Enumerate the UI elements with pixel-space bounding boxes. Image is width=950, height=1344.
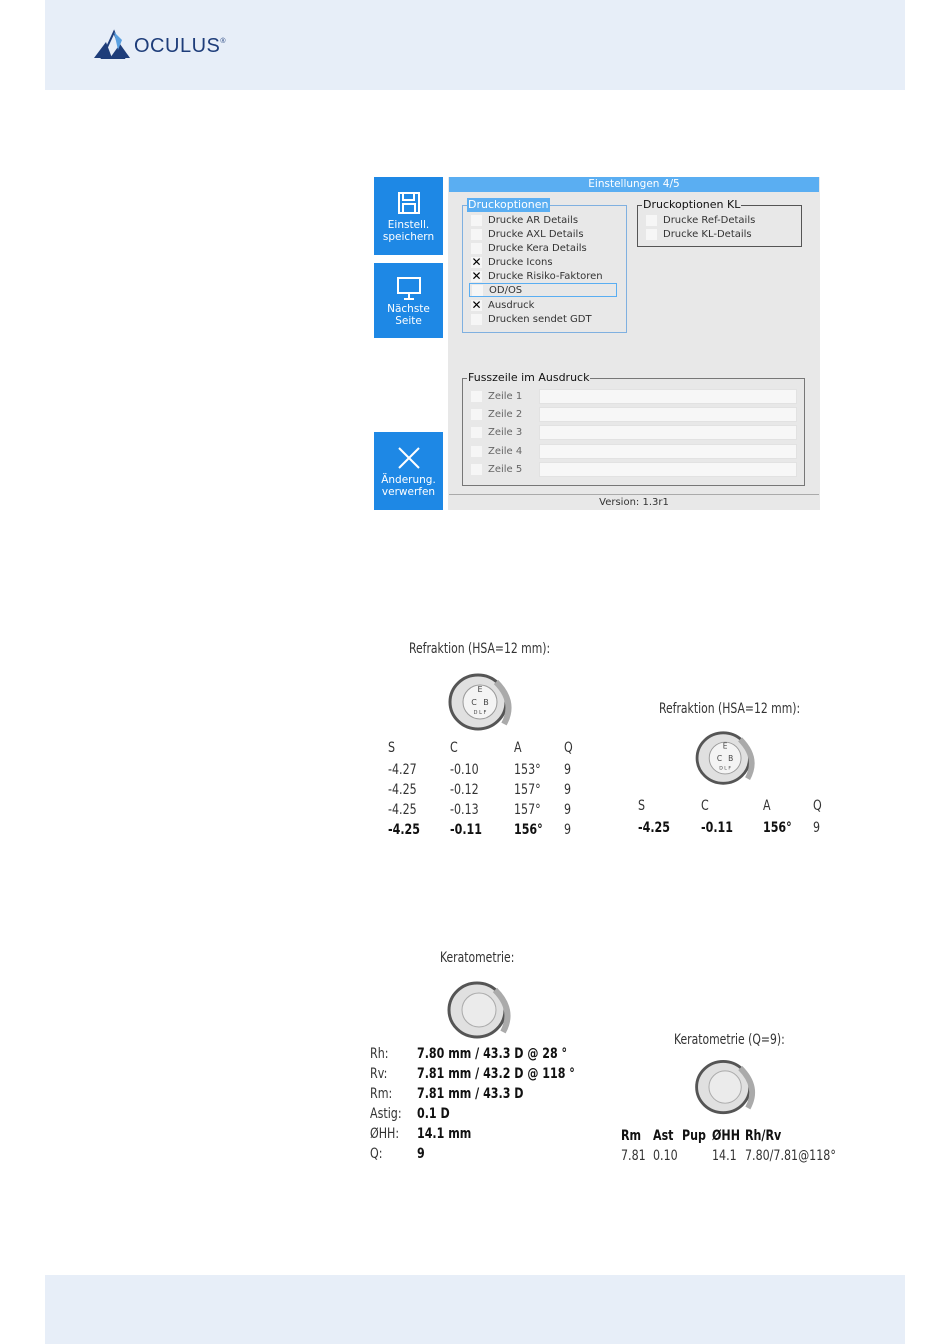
eye-icon bbox=[442, 672, 522, 734]
option-drucke-axl-details[interactable]: Drucke AXL Details bbox=[471, 227, 584, 241]
keratometry-title: Keratometrie: bbox=[440, 950, 515, 966]
header-rm: Rm bbox=[621, 1128, 642, 1144]
header-a: A bbox=[514, 740, 522, 756]
svg-text:D L F: D L F bbox=[473, 710, 487, 716]
next-page-button[interactable] bbox=[374, 263, 443, 338]
header-rh-rv: Rh/Rv bbox=[745, 1128, 782, 1144]
checkbox[interactable] bbox=[471, 243, 482, 254]
settings-screen bbox=[374, 177, 820, 510]
cell: 14.1 bbox=[712, 1148, 737, 1164]
checkbox[interactable] bbox=[646, 229, 657, 240]
header-pup: Pup bbox=[682, 1128, 706, 1144]
checkbox-checked[interactable]: ✕ bbox=[471, 268, 482, 283]
checkbox[interactable] bbox=[471, 427, 482, 438]
footer-line-2: Zeile 2 bbox=[471, 407, 797, 421]
row-value: 14.1 mm bbox=[417, 1126, 472, 1142]
header-a: A bbox=[763, 798, 771, 814]
footer-line-1: Zeile 1 bbox=[471, 389, 797, 403]
cell: 153° bbox=[514, 762, 541, 778]
cell: 9 bbox=[813, 820, 821, 836]
fusszeile-legend: Fusszeile im Ausdruck bbox=[468, 371, 590, 384]
save-settings-button[interactable] bbox=[374, 177, 443, 255]
checkbox-checked[interactable]: ✕ bbox=[471, 297, 482, 312]
cell: -4.25 bbox=[638, 820, 670, 836]
refraction-title: Refraktion (HSA=12 mm): bbox=[409, 641, 551, 657]
version-label: Version: 1.3r1 bbox=[449, 494, 819, 511]
eye-icon bbox=[689, 1058, 765, 1118]
button-separator bbox=[374, 255, 448, 263]
cell: -0.13 bbox=[450, 802, 479, 818]
row-label: Rh: bbox=[370, 1046, 389, 1062]
row-value: 7.80 mm / 43.3 D @ 28 ° bbox=[417, 1046, 568, 1062]
footer-line-3-input[interactable] bbox=[539, 425, 797, 440]
footer-line-3: Zeile 3 bbox=[471, 425, 797, 439]
svg-text:B: B bbox=[483, 698, 489, 707]
cell: -0.10 bbox=[450, 762, 479, 778]
cell: -0.11 bbox=[450, 822, 482, 838]
fusszeile-group bbox=[462, 371, 805, 486]
option-drucke-kera-details[interactable]: Drucke Kera Details bbox=[471, 241, 587, 255]
header-c: C bbox=[450, 740, 458, 756]
row-label: Rm: bbox=[370, 1086, 393, 1102]
footer-line-4-input[interactable] bbox=[539, 444, 797, 459]
oculus-logo-text: OCULUS® bbox=[134, 34, 227, 57]
checkbox[interactable] bbox=[471, 409, 482, 420]
option-drucke-ar-details[interactable]: Drucke AR Details bbox=[471, 213, 578, 227]
footer-band bbox=[45, 1275, 905, 1344]
footer-line-4: Zeile 4 bbox=[471, 444, 797, 458]
svg-text:D L F: D L F bbox=[719, 766, 732, 772]
close-icon bbox=[394, 444, 424, 474]
keratometry-printout-left bbox=[365, 940, 600, 1170]
cell: -0.12 bbox=[450, 782, 479, 798]
keratometry-printout-right bbox=[615, 1022, 840, 1172]
option-od-os[interactable]: OD/OS bbox=[469, 283, 617, 297]
checkbox[interactable] bbox=[471, 391, 482, 402]
druckoptionen-kl-legend: Druckoptionen KL bbox=[643, 198, 741, 211]
cell: -4.25 bbox=[388, 822, 420, 838]
cell: 9 bbox=[564, 822, 572, 838]
checkbox[interactable] bbox=[646, 215, 657, 226]
row-value: 9 bbox=[417, 1146, 425, 1162]
footer-line-5: Zeile 5 bbox=[471, 462, 797, 476]
screen-title: Einstellungen 4/5 bbox=[449, 177, 819, 192]
cell: 7.81 bbox=[621, 1148, 646, 1164]
checkbox[interactable] bbox=[471, 464, 482, 475]
discard-changes-button[interactable] bbox=[374, 432, 443, 510]
option-drucken-sendet-gdt[interactable]: Drucken sendet GDT bbox=[471, 312, 592, 326]
header-c: C bbox=[701, 798, 709, 814]
cell: 0.10 bbox=[653, 1148, 678, 1164]
save-settings-label-2: speichern bbox=[382, 231, 435, 243]
discard-label-2: verwerfen bbox=[381, 486, 436, 498]
cell: -4.25 bbox=[388, 802, 417, 818]
option-drucke-risiko-faktoren[interactable]: ✕ Drucke Risiko-Faktoren bbox=[471, 268, 603, 283]
cell: 157° bbox=[514, 782, 541, 798]
row-value: 0.1 D bbox=[417, 1106, 450, 1122]
footer-line-1-input[interactable] bbox=[539, 389, 797, 404]
option-drucke-icons[interactable]: ✕ Drucke Icons bbox=[471, 254, 553, 269]
svg-text:E: E bbox=[722, 741, 728, 751]
refraction-printout-right bbox=[625, 690, 835, 845]
cell: -0.11 bbox=[701, 820, 733, 836]
druckoptionen-kl-group bbox=[637, 198, 802, 247]
row-value: 7.81 mm / 43.3 D bbox=[417, 1086, 524, 1102]
refraction-printout-left bbox=[370, 630, 600, 845]
svg-text:B: B bbox=[728, 753, 734, 763]
cell: 9 bbox=[564, 782, 572, 798]
floppy-disk-icon bbox=[394, 189, 424, 219]
cell: 9 bbox=[564, 762, 572, 778]
next-page-label-2: Seite bbox=[395, 315, 422, 327]
refraction-title: Refraktion (HSA=12 mm): bbox=[659, 701, 801, 717]
druckoptionen-group bbox=[462, 198, 627, 333]
monitor-icon bbox=[394, 273, 424, 303]
checkbox[interactable] bbox=[471, 215, 482, 226]
discard-label-1: Änderung. bbox=[381, 474, 436, 486]
option-drucke-kl-details[interactable]: Drucke KL-Details bbox=[646, 227, 752, 241]
row-label: Astig: bbox=[370, 1106, 402, 1122]
next-page-label-1: Nächste bbox=[387, 303, 430, 315]
cell: 7.80/7.81@118° bbox=[745, 1148, 836, 1164]
checkbox[interactable] bbox=[471, 229, 482, 240]
option-drucke-ref-details[interactable]: Drucke Ref-Details bbox=[646, 213, 755, 227]
footer-line-2-input[interactable] bbox=[539, 407, 797, 422]
header-q: Q bbox=[564, 740, 573, 756]
checkbox[interactable] bbox=[471, 446, 482, 457]
button-spacer bbox=[374, 338, 448, 432]
header-ohh: ØHH bbox=[712, 1128, 740, 1144]
footer-line-5-input[interactable] bbox=[539, 462, 797, 477]
druckoptionen-legend: Druckoptionen bbox=[468, 198, 549, 211]
eye-icon bbox=[441, 980, 521, 1042]
header-s: S bbox=[638, 798, 646, 814]
cell: 9 bbox=[564, 802, 572, 818]
keratometry-title: Keratometrie (Q=9): bbox=[674, 1032, 785, 1048]
cell: 156° bbox=[763, 820, 792, 836]
svg-text:E: E bbox=[477, 685, 483, 694]
sidebar-divider bbox=[443, 177, 448, 510]
checkbox-checked[interactable]: ✕ bbox=[471, 254, 482, 269]
save-settings-label-1: Einstell. bbox=[387, 219, 430, 231]
cell: 156° bbox=[514, 822, 543, 838]
row-label: Rv: bbox=[370, 1066, 388, 1082]
header-ast: Ast bbox=[653, 1128, 674, 1144]
header-q: Q bbox=[813, 798, 822, 814]
row-label: ØHH: bbox=[370, 1126, 400, 1142]
row-value: 7.81 mm / 43.2 D @ 118 ° bbox=[417, 1066, 575, 1082]
checkbox[interactable] bbox=[471, 314, 482, 325]
oculus-logo bbox=[92, 26, 226, 66]
row-label: Q: bbox=[370, 1146, 383, 1162]
cell: 157° bbox=[514, 802, 541, 818]
checkbox[interactable] bbox=[472, 285, 483, 296]
cell: -4.27 bbox=[388, 762, 417, 778]
cell: -4.25 bbox=[388, 782, 417, 798]
eye-icon bbox=[689, 730, 765, 788]
option-ausdruck[interactable]: ✕ Ausdruck bbox=[471, 297, 535, 312]
svg-text:C: C bbox=[471, 698, 477, 707]
oculus-logo-icon bbox=[92, 28, 132, 64]
header-s: S bbox=[388, 740, 396, 756]
svg-text:C: C bbox=[716, 753, 723, 763]
